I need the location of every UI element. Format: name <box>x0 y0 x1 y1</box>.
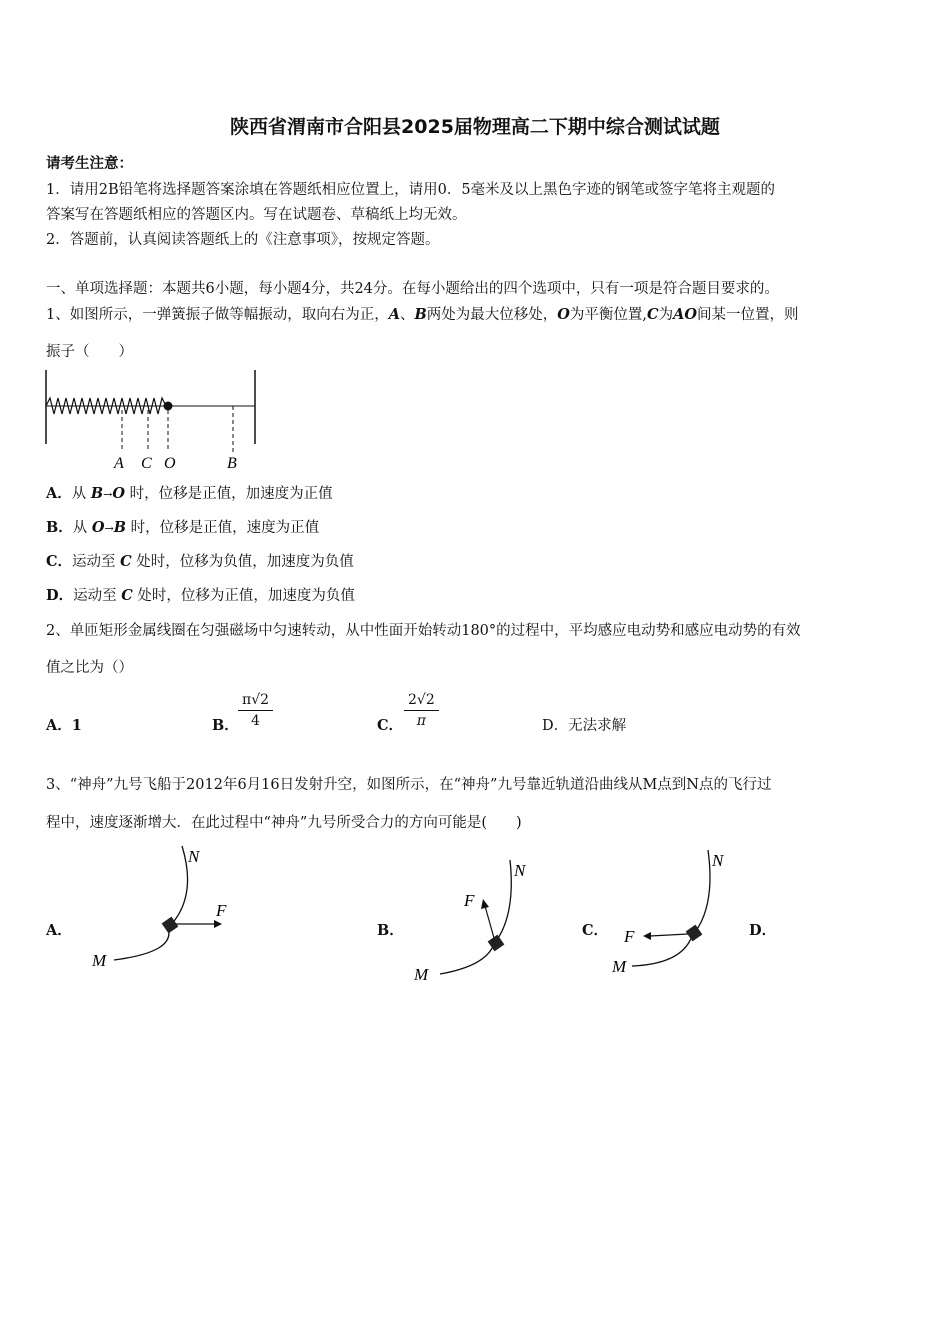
arrowhead-icon <box>643 932 651 940</box>
q1-text-part: 间某一位置，则 <box>696 307 799 323</box>
label-n: N <box>514 861 526 880</box>
label-n: N <box>712 851 724 870</box>
q2-option-c-letter[interactable]: C． <box>377 717 404 734</box>
label-a: A <box>114 455 124 472</box>
q1-text-part: 为 <box>658 307 674 323</box>
option-text: 处时，位移为负值，加速度为负值 <box>131 554 354 570</box>
option-var: C <box>120 553 132 570</box>
q1-option-b[interactable] <box>46 516 319 537</box>
force-arrow <box>650 934 688 936</box>
spring-oscillator-figure <box>40 366 270 476</box>
q3-figure-a <box>86 842 246 972</box>
option-text: 运动至 <box>72 554 121 570</box>
q3-figure-c <box>606 846 746 976</box>
label-o: O <box>164 455 176 472</box>
q3-option-a[interactable]: A． <box>46 922 72 939</box>
arrow-icon: → <box>103 488 113 501</box>
q3-option-b[interactable]: B． <box>377 922 404 939</box>
label-m: M <box>612 957 627 976</box>
q1-stem-line-1 <box>46 303 798 324</box>
q1-var-b: B <box>414 306 427 323</box>
q1-option-d[interactable] <box>46 584 355 605</box>
q1-option-c[interactable] <box>46 550 354 571</box>
q1-text-part: 为平衡位置, <box>569 307 648 323</box>
exam-title: 陕西省渭南市合阳县2025届物理高二下期中综合测试试题 <box>230 116 720 138</box>
q1-var-ao: AO <box>673 306 697 323</box>
section-1-heading: 一、单项选择题：本题共6小题，每小题4分，共24分。在每小题给出的四个选项中，只有一项是符合题目要求的。 <box>46 281 779 297</box>
force-arrow <box>485 906 494 938</box>
notice-item-1-line-2: 答案写在答题纸相应的答题区内。写在试题卷、草稿纸上均无效。 <box>46 207 467 223</box>
option-letter: A． <box>46 485 72 502</box>
label-n: N <box>188 847 200 866</box>
label-m: M <box>92 951 107 970</box>
label-c: C <box>141 455 152 472</box>
option-var: O <box>112 485 125 502</box>
fraction-numerator: π√2 <box>238 692 273 711</box>
q3-figure-b <box>410 856 540 986</box>
option-text: 时，位移是正值，速度为正值 <box>126 520 320 536</box>
q3-stem-line-2: 程中，速度逐渐增大．在此过程中“神舟”九号所受合力的方向可能是( ) <box>46 815 522 831</box>
q2-option-d[interactable]: D．无法求解 <box>542 718 627 734</box>
trajectory-curve <box>632 850 710 966</box>
arrowhead-icon <box>481 899 489 909</box>
q2-stem-line-1: 2、单匝矩形金属线圈在匀强磁场中匀速转动，从中性面开始转动180°的过程中，平均感应电动势和感应电动势的有效 <box>46 623 801 639</box>
q3-option-d[interactable]: D． <box>749 922 777 939</box>
label-f: F <box>624 927 635 946</box>
option-var: B <box>113 519 126 536</box>
label-b: B <box>227 455 237 472</box>
oscillator-mass <box>164 402 173 411</box>
q1-option-a[interactable] <box>46 482 333 503</box>
option-letter: C． <box>46 553 73 570</box>
notice-item-2: 2．答题前，认真阅读答题纸上的《注意事项》，按规定答题。 <box>46 232 440 248</box>
label-f: F <box>464 891 475 910</box>
option-text: 处时，位移为正值，加速度为负值 <box>132 588 355 604</box>
arrow-icon: → <box>104 522 114 535</box>
trajectory-curve <box>114 846 188 960</box>
option-text: 从 <box>71 486 91 502</box>
q1-var-a: A <box>388 306 400 323</box>
option-var: C <box>121 587 133 604</box>
trajectory-curve <box>440 860 511 974</box>
option-var: B <box>90 485 104 502</box>
label-f: F <box>216 901 227 920</box>
option-letter: D． <box>46 587 74 604</box>
arrowhead-icon <box>214 920 222 928</box>
q2-stem-line-2: 值之比为（） <box>46 660 133 676</box>
spacecraft-icon <box>488 935 505 952</box>
q2-option-a[interactable]: A．1 <box>46 717 82 734</box>
option-text: 运动至 <box>73 588 122 604</box>
fraction-numerator: 2√2 <box>404 692 439 711</box>
option-text: 时，位移是正值，加速度为正值 <box>125 486 333 502</box>
q1-text-part: 两处为最大位移处， <box>426 307 558 323</box>
q1-text-part: 1、如图所示，一弹簧振子做等幅振动，取向右为正， <box>46 307 389 323</box>
notice-item-1-line-1: 1．请用2B铅笔将选择题答案涂填在答题纸相应位置上，请用0．5毫米及以上黑色字迹的钢笔或签字笔将主观题的 <box>46 182 776 198</box>
q3-stem-line-1: 3、“神舟”九号飞船于2012年6月16日发射升空，如图所示，在“神舟”九号靠近轨道沿曲线从M点到N点的飞行过 <box>46 777 772 793</box>
option-var: O <box>91 519 105 536</box>
fraction-denominator: π <box>416 713 426 729</box>
q1-var-o: O <box>557 306 570 323</box>
q3-option-c[interactable]: C． <box>582 922 609 939</box>
fraction-denominator: 4 <box>251 713 260 729</box>
q2-option-b-letter[interactable]: B． <box>212 717 239 734</box>
notice-heading: 请考生注意： <box>46 155 133 172</box>
q1-var-c: C <box>647 306 659 323</box>
option-letter: B． <box>46 519 73 536</box>
label-m: M <box>414 965 429 984</box>
q1-text-part: 、 <box>400 307 415 323</box>
q2-option-c-fraction <box>404 692 439 729</box>
q2-option-b-fraction <box>238 692 273 729</box>
option-text: 从 <box>72 520 92 536</box>
spacecraft-icon <box>686 925 703 942</box>
q1-stem-line-2: 振子（ ） <box>46 344 133 360</box>
